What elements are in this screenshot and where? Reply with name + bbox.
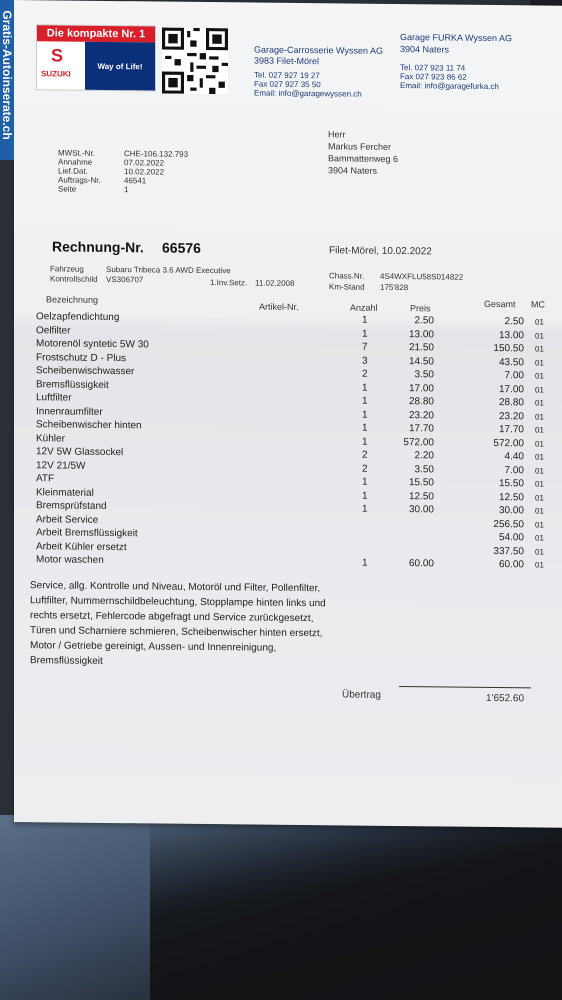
- logo-slogan: Way of Life!: [85, 42, 155, 91]
- item-mc: 01: [535, 411, 544, 422]
- item-description: Innenraumfilter: [36, 405, 103, 418]
- recipient-name: Markus Fercher: [328, 141, 392, 152]
- item-price: 17.00: [408, 382, 434, 394]
- garage2-tel: Tel. 027 923 11 74: [400, 63, 466, 73]
- item-quantity: 1: [362, 409, 368, 421]
- item-description: Scheibenwischer hinten: [36, 419, 142, 432]
- item-mc: 01: [535, 425, 544, 435]
- item-mc: 01: [535, 371, 544, 381]
- suzuki-s-icon: S: [51, 45, 64, 66]
- item-mc: 01: [535, 384, 544, 395]
- item-quantity: 1: [362, 436, 368, 448]
- watermark-banner: [0, 0, 14, 160]
- item-mc: 01: [535, 357, 544, 368]
- invoice-number: 66576: [162, 239, 201, 256]
- item-description: 12V 5W Glassockel: [36, 446, 124, 459]
- item-quantity: 2: [362, 463, 368, 475]
- item-total: 43.50: [498, 356, 524, 368]
- col-header-total: Gesamt: [484, 298, 516, 310]
- item-total: 23.20: [498, 410, 524, 422]
- item-total: 4.40: [504, 451, 524, 463]
- chassis-label: Chass.Nr.: [329, 271, 365, 281]
- item-mc: 01: [535, 479, 544, 489]
- item-description: Arbeit Kühler ersetzt: [36, 540, 127, 553]
- item-total: 30.00: [498, 505, 524, 517]
- item-quantity: 2: [362, 449, 368, 461]
- item-description: Bremsflüssigkeit: [36, 378, 109, 391]
- item-price: 17.70: [408, 423, 434, 435]
- item-price: 2.20: [414, 450, 434, 462]
- item-mc: 01: [535, 398, 544, 408]
- item-description: Motor waschen: [36, 554, 104, 566]
- item-mc: 01: [535, 560, 544, 570]
- item-quantity: 1: [362, 395, 368, 407]
- vehicle-model: Subaru Tribeca 3.6 AWD Executive: [106, 264, 231, 276]
- item-price: 3.50: [414, 463, 434, 475]
- item-quantity: 1: [362, 490, 368, 502]
- invoice-label: Rechnung-Nr.: [52, 238, 144, 256]
- item-quantity: 1: [362, 503, 368, 515]
- km-label: Km-Stand: [329, 282, 365, 292]
- item-price: 12.50: [408, 490, 434, 502]
- item-description: Motorenöl syntetic 5W 30: [36, 338, 149, 351]
- item-total: 17.00: [498, 383, 524, 395]
- item-quantity: 2: [362, 368, 368, 380]
- item-quantity: 1: [362, 314, 368, 326]
- item-description: Oelzapfendichtung: [36, 311, 120, 324]
- item-description: Arbeit Bremsflüssigkeit: [36, 527, 138, 540]
- carry-over-amount: 1'652.60: [486, 692, 525, 705]
- recipient-salutation: Herr: [328, 129, 346, 140]
- item-quantity: 1: [362, 422, 368, 434]
- item-price: 572.00: [403, 436, 434, 448]
- garage2-name: Garage FURKA Wyssen AG: [400, 32, 512, 44]
- item-mc: 01: [535, 546, 544, 557]
- meta-label: Lief.Dat.: [58, 166, 88, 176]
- item-mc: 01: [535, 330, 544, 341]
- item-description: Oelfilter: [36, 324, 71, 337]
- item-total: 60.00: [498, 559, 524, 571]
- item-description: 12V 21/5W: [36, 459, 86, 472]
- item-price: 15.50: [408, 477, 434, 489]
- item-price: [386, 531, 434, 532]
- recipient-street: Bammattenweg 6: [328, 153, 399, 165]
- carry-over-label: Übertrag: [342, 689, 381, 701]
- item-quantity: 3: [362, 355, 368, 367]
- col-header-quantity: Anzahl: [350, 302, 378, 313]
- col-header-description: Bezeichnung: [46, 294, 99, 305]
- item-total: 12.50: [498, 491, 524, 503]
- plate-label: Kontrollschild: [50, 274, 98, 284]
- item-total: 17.70: [498, 424, 524, 436]
- item-total: 13.00: [498, 329, 524, 341]
- item-description: ATF: [36, 473, 55, 485]
- garage2-city: 3904 Naters: [400, 44, 450, 55]
- invoice-place-date: Filet-Mörel, 10.02.2022: [329, 245, 432, 258]
- item-description: Arbeit Service: [36, 513, 99, 526]
- garage1-tel: Tel. 027 927 19 27: [254, 70, 320, 81]
- item-total: 337.50: [493, 545, 524, 557]
- meta-value: CHE-106.132.793: [124, 149, 189, 159]
- item-mc: 01: [535, 533, 544, 543]
- item-mc: 01: [535, 344, 544, 354]
- item-description: Scheibenwischwasser: [36, 365, 135, 378]
- item-total: 7.00: [504, 464, 524, 476]
- item-description: Kleinmaterial: [36, 486, 94, 499]
- item-description: Frostschutz D - Plus: [36, 351, 127, 364]
- recipient-city: 3904 Naters: [328, 165, 378, 176]
- item-price: 30.00: [408, 504, 434, 516]
- item-mc: 01: [535, 452, 544, 462]
- garage1-city: 3983 Filet-Mörel: [254, 55, 320, 67]
- garage1-fax: Fax 027 927 35 50: [254, 79, 321, 90]
- item-description: Bremsprüfstand: [36, 500, 107, 512]
- item-total: 54.00: [498, 532, 524, 544]
- km-value: 175'828: [380, 282, 409, 293]
- col-header-article: Artikel-Nr.: [259, 301, 299, 312]
- col-header-price: Preis: [410, 303, 431, 314]
- item-total: 7.00: [504, 370, 524, 382]
- qr-code-icon: [162, 28, 228, 95]
- item-price: 2.50: [414, 315, 434, 327]
- background-shadow: [150, 815, 562, 1000]
- garage2-email: Email: info@garagefurka.ch: [400, 81, 499, 92]
- item-total: 28.80: [498, 397, 524, 409]
- logo-banner: Die kompakte Nr. 1: [37, 25, 155, 42]
- item-price: [386, 517, 434, 518]
- invoice-paper: [14, 0, 562, 828]
- item-total: 572.00: [493, 437, 524, 449]
- item-quantity: 1: [362, 476, 368, 488]
- item-price: 60.00: [408, 558, 434, 570]
- garage1-name: Garage-Carrosserie Wyssen AG: [254, 44, 383, 56]
- item-quantity: 7: [362, 341, 368, 353]
- item-price: 3.50: [414, 369, 434, 381]
- item-mc: 01: [535, 492, 544, 503]
- item-mc: 01: [535, 438, 544, 449]
- meta-label: Seite: [58, 184, 77, 194]
- garage2-fax: Fax 027 923 86 62: [400, 72, 467, 82]
- meta-label: Auftrags-Nr.: [58, 175, 101, 185]
- item-price: 21.50: [408, 342, 434, 354]
- garage1-email: Email: info@garagewyssen.ch: [254, 88, 362, 99]
- meta-label: MWSt.-Nr.: [58, 148, 95, 158]
- item-price: 13.00: [408, 328, 434, 340]
- item-quantity: 1: [362, 382, 368, 394]
- item-mc: 01: [535, 519, 544, 530]
- item-total: 15.50: [498, 478, 524, 490]
- chassis-value: 4S4WXFLU58S014822: [380, 271, 464, 282]
- meta-value: 10.02.2022: [124, 167, 165, 177]
- item-price: 23.20: [408, 409, 434, 421]
- item-quantity: 1: [362, 328, 368, 340]
- vehicle-label: Fahrzeug: [50, 264, 84, 274]
- item-price: 28.80: [408, 396, 434, 408]
- plate-value: VS306707: [106, 274, 144, 285]
- item-total: 2.50: [504, 316, 524, 328]
- item-mc: 01: [535, 317, 544, 327]
- meta-label: Annahme: [58, 157, 93, 167]
- item-price: 14.50: [408, 355, 434, 367]
- meta-value: 1: [124, 185, 129, 195]
- meta-value: 07.02.2022: [124, 158, 165, 168]
- watermark-text: Gratis-Autoinserate.ch: [0, 10, 14, 140]
- first-reg-label: 1.Inv.Setz.: [210, 278, 248, 288]
- meta-value: 46541: [124, 176, 147, 186]
- item-description: Luftfilter: [36, 392, 72, 404]
- subtotal-rule: [399, 686, 531, 688]
- first-reg-value: 11.02.2008: [255, 278, 295, 288]
- item-mc: 01: [535, 465, 544, 476]
- item-mc: 01: [535, 506, 544, 516]
- item-total: 256.50: [493, 518, 524, 530]
- item-description: Kühler: [36, 432, 65, 445]
- item-total: 150.50: [493, 343, 524, 355]
- service-description: Service, allg. Kontrolle und Niveau, Motoröl und Filter, Pollenfilter, Luftfilter, Nummernschildbeleuchtung, Stopplampe hinten links und rechts ersetzt, Fehlercode abgefragt und Service zurückgesetzt, Türen und Scharniere schmieren, Scheibenwischer hinten ersetzt, Motor / Getriebe gereinigt, Aussen- und Innenreinigung, Bremsflüssigkeit: [30, 580, 326, 667]
- logo-brand: SUZUKI: [41, 69, 71, 79]
- col-header-mc: MC: [531, 299, 545, 310]
- item-price: [386, 544, 434, 545]
- suzuki-logo: [36, 24, 156, 91]
- item-quantity: 1: [362, 557, 368, 569]
